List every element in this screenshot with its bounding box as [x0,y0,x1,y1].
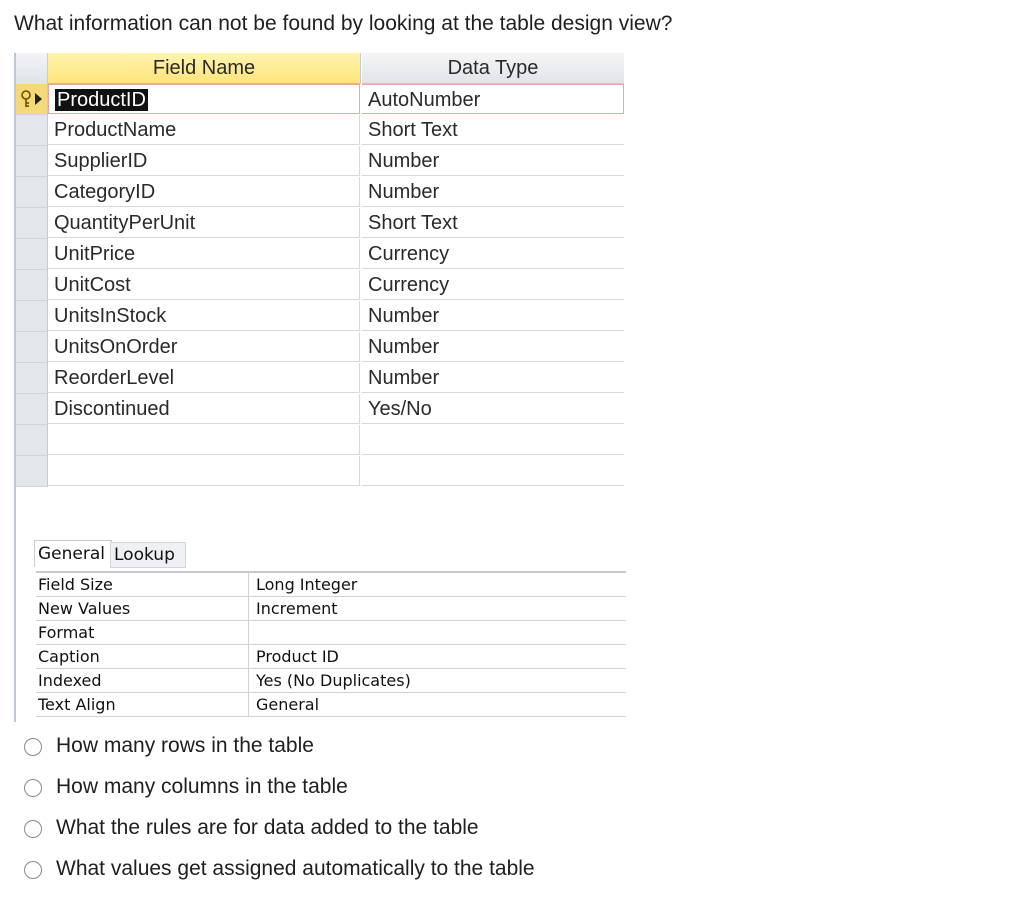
radio-button[interactable] [24,738,42,756]
property-label: Indexed [38,669,249,692]
field-name-cell[interactable]: UnitPrice [48,239,360,269]
data-type-header[interactable]: Data Type [362,53,624,84]
option-label[interactable]: How many columns in the table [56,775,348,798]
property-value[interactable]: Increment [256,599,338,618]
property-label: New Values [38,597,249,620]
radio-button[interactable] [24,820,42,838]
field-name-cell[interactable]: CategoryID [48,177,360,207]
field-name-cell[interactable]: UnitCost [48,270,360,300]
data-type-cell[interactable]: Number [362,301,624,331]
property-label: Format [38,621,249,644]
property-row[interactable] [36,621,626,645]
row-selector[interactable] [16,456,48,487]
row-selector[interactable] [16,208,48,239]
row-selector[interactable] [16,363,48,394]
field-name-cell[interactable] [48,84,360,114]
radio-button[interactable] [24,779,42,797]
option-label[interactable]: What the rules are for data added to the table [56,816,479,839]
data-type-cell[interactable]: Short Text [362,208,624,238]
field-name-cell[interactable]: UnitsOnOrder [48,332,360,362]
row-selector[interactable] [16,84,48,115]
row-selector[interactable] [16,270,48,301]
select-all-corner[interactable] [16,53,48,85]
field-row[interactable] [16,301,624,332]
property-label: Field Size [38,573,249,596]
row-selector[interactable] [16,177,48,208]
field-row[interactable] [16,208,624,239]
row-selector[interactable] [16,332,48,363]
tab-lookup[interactable]: Lookup [110,542,186,568]
property-value[interactable]: Product ID [256,647,339,666]
answer-option[interactable] [24,859,644,885]
grid-header [16,53,624,84]
property-row[interactable] [36,573,626,597]
field-row[interactable] [16,177,624,208]
field-name-cell[interactable]: QuantityPerUnit [48,208,360,238]
field-name-header[interactable]: Field Name [48,53,361,84]
answer-option[interactable] [24,777,644,803]
answer-option[interactable] [24,736,644,762]
data-type-cell[interactable]: Currency [362,239,624,269]
row-selector[interactable] [16,425,48,456]
field-row-productid[interactable] [16,84,624,115]
properties-table [36,571,626,717]
property-row[interactable] [36,669,626,693]
field-row[interactable] [16,394,624,425]
data-type-cell[interactable]: AutoNumber [362,84,624,114]
field-grid [14,53,624,495]
empty-field-row[interactable] [16,425,624,456]
field-name-cell[interactable]: Discontinued [48,394,360,424]
access-design-view-screenshot [14,50,624,722]
data-type-cell[interactable] [362,425,624,455]
current-row-arrow-icon [35,93,42,105]
field-properties-pane [14,495,626,722]
row-selector[interactable] [16,239,48,270]
property-value[interactable]: Yes (No Duplicates) [256,671,411,690]
field-row[interactable] [16,146,624,177]
data-type-cell[interactable]: Number [362,363,624,393]
radio-button[interactable] [24,861,42,879]
data-type-cell[interactable]: Yes/No [362,394,624,424]
question-text: What information can not be found by looking at the table design view? [14,12,673,35]
field-name-cell[interactable] [48,456,360,486]
data-type-cell[interactable]: Number [362,332,624,362]
field-row[interactable] [16,239,624,270]
field-name-cell[interactable]: ReorderLevel [48,363,360,393]
field-row[interactable] [16,332,624,363]
property-value[interactable]: Long Integer [256,575,358,594]
field-name-text: ProductID [57,89,146,111]
property-row[interactable] [36,645,626,669]
field-name-cell[interactable]: SupplierID [48,146,360,176]
row-selector[interactable] [16,146,48,177]
field-name-cell[interactable] [48,425,360,455]
option-label[interactable]: How many rows in the table [56,734,314,757]
data-type-cell[interactable] [362,456,624,486]
row-selector[interactable] [16,394,48,425]
property-label: Caption [38,645,249,668]
field-name-cell[interactable]: UnitsInStock [48,301,360,331]
field-name-cell[interactable]: ProductName [48,115,360,145]
field-row[interactable] [16,115,624,146]
data-type-cell[interactable]: Number [362,177,624,207]
property-label: Text Align [38,693,249,716]
data-type-cell[interactable]: Currency [362,270,624,300]
field-row[interactable] [16,363,624,394]
row-selector[interactable] [16,301,48,332]
empty-field-row[interactable] [16,456,624,487]
answer-option[interactable] [24,818,644,844]
option-label[interactable]: What values get assigned automatically to the table [56,857,535,880]
property-row[interactable] [36,693,626,717]
field-row[interactable] [16,270,624,301]
primary-key-icon [20,90,32,108]
row-selector[interactable] [16,115,48,146]
property-row[interactable] [36,597,626,621]
property-value[interactable]: General [256,695,320,714]
data-type-cell[interactable]: Number [362,146,624,176]
data-type-cell[interactable]: Short Text [362,115,624,145]
tab-general[interactable]: General [34,540,112,567]
